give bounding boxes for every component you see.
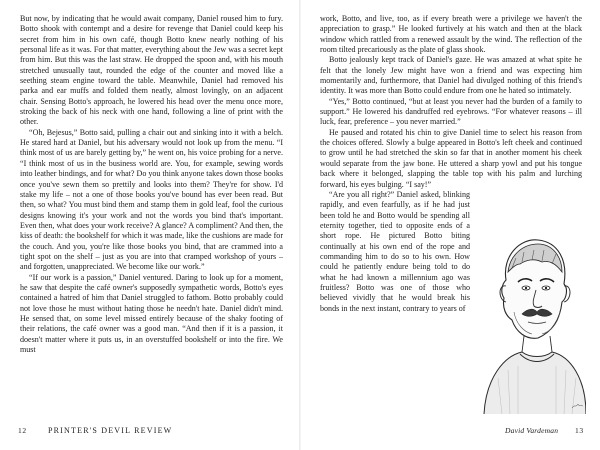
paragraph: “Oh, Bejesus,” Botto said, pulling a chair out and sinking into it with a belch. He stared hard at Daniel, but his adversary would not look up from the menu. “I think most of us are barely getting by,” he went on, his voice probing for a nerve. “I think most of us in the business world are. You, for example, sewing words into leather bindings, and for what? Do you think anyone takes down those books once you've sewn them so prettily and looks into them? They're for show. I'd stake my life – not a one of those books you've bound has ever been read. But then, so what? You must bind them and stamp them in gold leaf, fool the curious designs knowing it's your work and not the words you bind that's important. Even then, what does your work receive? A glance? A compliment? And then, the kiss of death: the bookshelf for which it was made, like the cushions are made for the couch. And you, you're like those books you bind, that are crammed into a tight spot on the shelf – just as you are into that cramped workshop of yours – and forgotten, unappreciated. We become like our work.” bbox=[20, 127, 283, 272]
paragraph: “Yes,” Botto continued, “but at least you never had the burden of a family to support.” He lowered his dandruffed red eyebrows. “For whatever reasons – ill luck, fear, preference – you never married.” bbox=[320, 96, 582, 127]
paragraph: “If our work is a passion,” Daniel ventured. Daring to look up for a moment, he saw that despite the café owner's supposedly sympathetic words, Botto's eyes contained a hatred of him that Daniel struggled to fathom. Botto probably could not love those he must without hating those he needn't hate. Daniel didn't mind. He sensed that, on some level missed entirely because of the shaky footing of their relations, the café owner was a good man. “And then if it is a passion, it doesn't matter where it puts us, in an overstuffed bookshelf or into the fire. We must bbox=[20, 272, 283, 354]
page-number: 13 bbox=[575, 426, 584, 435]
author-name: David Vardeman bbox=[505, 426, 559, 435]
paragraph: Botto jealously kept track of Daniel's gaze. He was amazed at what spite he felt that the lonely Jew might have won a friend and was expecting him momentarily and, furthermore, that Daniel had divulged nothing of this friend's identity. It was more than Botto could endure from one he hated so intimately. bbox=[320, 55, 582, 96]
paragraph: “Are you all right?” Daniel asked, blinking rapidly, and even fearfully, as if he had just been told he and Botto would be spending all eternity together, tied to opposite ends of a short rope. He pictured Botto biting continually at his own end of the rope and commanding him to do so to his own. How could he patiently endure being told to do what he had known a millennium ago was fruitless? Botto was one of those who believed vividly that he would break his bonds in the next instant, contrary to years of bbox=[320, 189, 470, 313]
right-page bbox=[300, 0, 600, 450]
left-page-text bbox=[20, 14, 283, 355]
text-wrap-column bbox=[320, 190, 470, 314]
paragraph: work, Botto, and live, too, as if every breath were a privilege we haven't the appreciation to grasp.” He looked furtively at his watch and then at the black window which rattled from a renewed assault by the wind. The reflection of the room tilted precariously as the plate of glass shook. bbox=[320, 14, 582, 55]
paragraph: He paused and rotated his chin to give Daniel time to select his reason from the choices offered. Slowly a bulge appeared in Botto's left cheek and continued to grow until he had stretched the skin so far that in another moment his cheek would separate from the jaw bone. He uttered a sharp yowl and put his tongue back where it belonged, slapping the table top with his palm and lurching forward, his eyes bulging. “I say!” bbox=[320, 127, 582, 189]
page-number: 12 bbox=[18, 426, 27, 435]
pen-and-ink-portrait-icon bbox=[476, 228, 586, 416]
running-title: PRINTER'S DEVIL REVIEW bbox=[48, 426, 173, 435]
paragraph: But now, by indicating that he would await company, Daniel roused him to fury. Botto shook with contempt and a desire for revenge that Daniel could keep his secret from him in his own café, though Botto knew nearly nothing of his personal life as it was. For that matter, everything about the Jew was a secret kept from him. But this was the last straw. He dropped the spoon and, with his mouth stretched unusually taut, rounded the edge of the counter and moved like a seething steam engine toward the table. Meanwhile, Daniel had removed his parka and ear muffs and folded them neatly, almost lovingly, on an adjacent chair. Sensing Botto's approach, he lowered his head over the menu once more, stroking the back of his neck with one hand, following a line of print with the other. bbox=[20, 14, 283, 127]
